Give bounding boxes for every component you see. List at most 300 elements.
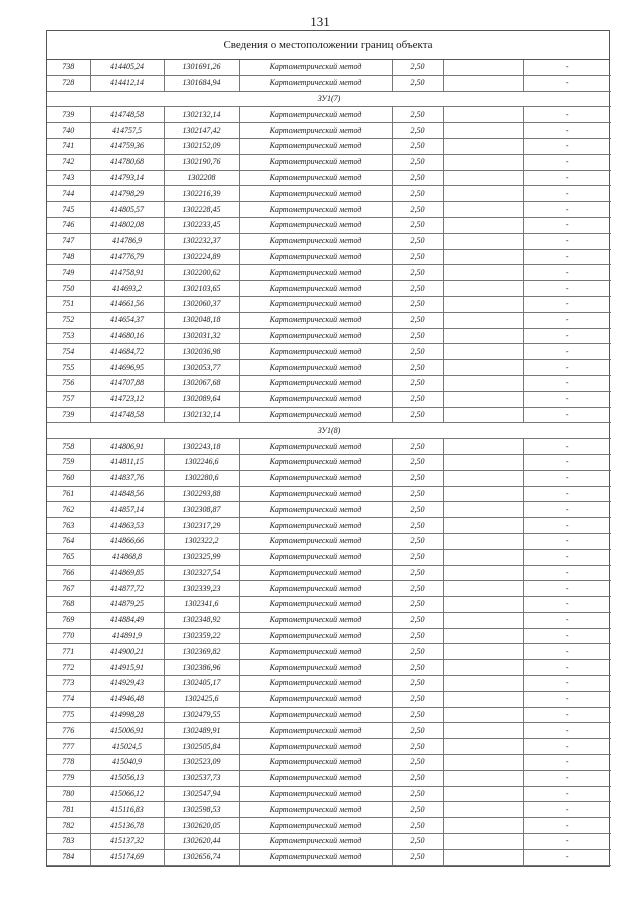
- x-coordinate-cell: 414929,43: [90, 676, 164, 692]
- method-cell: Картометрический метод: [239, 360, 392, 376]
- x-coordinate-cell: 414998,28: [90, 707, 164, 723]
- x-coordinate-cell: 414793,14: [90, 170, 164, 186]
- table-row: [47, 644, 611, 660]
- table-row: [47, 375, 611, 391]
- method-cell: Картометрический метод: [239, 439, 392, 455]
- y-coordinate-cell: 1302325,99: [164, 549, 239, 565]
- x-coordinate-cell: 414884,49: [90, 612, 164, 628]
- point-number-cell: 754: [47, 344, 90, 360]
- accuracy-cell: 2,50: [392, 676, 443, 692]
- table-row: [47, 581, 611, 597]
- x-coordinate-cell: 414405,24: [90, 60, 164, 75]
- accuracy-cell: 2,50: [392, 470, 443, 486]
- x-coordinate-cell: 415136,78: [90, 818, 164, 834]
- description-cell: [443, 502, 523, 518]
- note-cell: -: [523, 818, 611, 834]
- x-coordinate-cell: 414805,57: [90, 202, 164, 218]
- method-cell: Картометрический метод: [239, 249, 392, 265]
- x-coordinate-cell: 414806,91: [90, 439, 164, 455]
- point-number-cell: 750: [47, 281, 90, 297]
- point-number-cell: 748: [47, 249, 90, 265]
- point-number-cell: 743: [47, 170, 90, 186]
- method-cell: Картометрический метод: [239, 581, 392, 597]
- table-row: [47, 486, 611, 502]
- table-row: [47, 691, 611, 707]
- y-coordinate-cell: 1302341,6: [164, 597, 239, 613]
- x-coordinate-cell: 415024,5: [90, 739, 164, 755]
- table-row: [47, 60, 611, 75]
- point-number-cell: 752: [47, 312, 90, 328]
- point-number-cell: 766: [47, 565, 90, 581]
- x-coordinate-cell: 414780,68: [90, 154, 164, 170]
- accuracy-cell: 2,50: [392, 723, 443, 739]
- point-number-cell: 742: [47, 154, 90, 170]
- section-label: ЗУ1(7): [47, 91, 611, 107]
- note-cell: -: [523, 296, 611, 312]
- y-coordinate-cell: 1302293,88: [164, 486, 239, 502]
- description-cell: [443, 581, 523, 597]
- point-number-cell: 760: [47, 470, 90, 486]
- description-cell: [443, 202, 523, 218]
- accuracy-cell: 2,50: [392, 265, 443, 281]
- x-coordinate-cell: 414868,8: [90, 549, 164, 565]
- description-cell: [443, 281, 523, 297]
- y-coordinate-cell: 1302425,6: [164, 691, 239, 707]
- point-number-cell: 738: [47, 60, 90, 75]
- method-cell: Картометрический метод: [239, 454, 392, 470]
- note-cell: -: [523, 60, 611, 75]
- accuracy-cell: 2,50: [392, 533, 443, 549]
- method-cell: Картометрический метод: [239, 281, 392, 297]
- point-number-cell: 771: [47, 644, 90, 660]
- accuracy-cell: 2,50: [392, 628, 443, 644]
- method-cell: Картометрический метод: [239, 202, 392, 218]
- method-cell: Картометрический метод: [239, 802, 392, 818]
- accuracy-cell: 2,50: [392, 312, 443, 328]
- accuracy-cell: 2,50: [392, 407, 443, 423]
- point-number-cell: 772: [47, 660, 90, 676]
- x-coordinate-cell: 415116,83: [90, 802, 164, 818]
- accuracy-cell: 2,50: [392, 644, 443, 660]
- y-coordinate-cell: 1302547,94: [164, 786, 239, 802]
- note-cell: -: [523, 834, 611, 850]
- point-number-cell: 740: [47, 123, 90, 139]
- method-cell: Картометрический метод: [239, 328, 392, 344]
- point-number-cell: 749: [47, 265, 90, 281]
- note-cell: -: [523, 328, 611, 344]
- accuracy-cell: 2,50: [392, 344, 443, 360]
- method-cell: Картометрический метод: [239, 755, 392, 771]
- x-coordinate-cell: 414798,29: [90, 186, 164, 202]
- method-cell: Картометрический метод: [239, 296, 392, 312]
- method-cell: Картометрический метод: [239, 834, 392, 850]
- y-coordinate-cell: 1302523,09: [164, 755, 239, 771]
- note-cell: -: [523, 786, 611, 802]
- table-row: [47, 470, 611, 486]
- x-coordinate-cell: 414759,36: [90, 138, 164, 154]
- x-coordinate-cell: 414723,12: [90, 391, 164, 407]
- table-body: [47, 60, 611, 865]
- point-number-cell: 778: [47, 755, 90, 771]
- description-cell: [443, 849, 523, 865]
- description-cell: [443, 834, 523, 850]
- table-row: [47, 628, 611, 644]
- accuracy-cell: 2,50: [392, 739, 443, 755]
- point-number-cell: 747: [47, 233, 90, 249]
- note-cell: -: [523, 154, 611, 170]
- table-row: [47, 849, 611, 865]
- accuracy-cell: 2,50: [392, 170, 443, 186]
- x-coordinate-cell: 414877,72: [90, 581, 164, 597]
- y-coordinate-cell: 1302089,64: [164, 391, 239, 407]
- y-coordinate-cell: 1302048,18: [164, 312, 239, 328]
- point-number-cell: 783: [47, 834, 90, 850]
- description-cell: [443, 154, 523, 170]
- description-cell: [443, 549, 523, 565]
- y-coordinate-cell: 1302036,98: [164, 344, 239, 360]
- note-cell: -: [523, 249, 611, 265]
- note-cell: -: [523, 849, 611, 865]
- x-coordinate-cell: 414748,58: [90, 407, 164, 423]
- description-cell: [443, 660, 523, 676]
- x-coordinate-cell: 415006,91: [90, 723, 164, 739]
- method-cell: Картометрический метод: [239, 186, 392, 202]
- method-cell: Картометрический метод: [239, 391, 392, 407]
- note-cell: -: [523, 202, 611, 218]
- description-cell: [443, 470, 523, 486]
- point-number-cell: 773: [47, 676, 90, 692]
- method-cell: Картометрический метод: [239, 549, 392, 565]
- accuracy-cell: 2,50: [392, 375, 443, 391]
- note-cell: -: [523, 391, 611, 407]
- note-cell: -: [523, 612, 611, 628]
- point-number-cell: 758: [47, 439, 90, 455]
- x-coordinate-cell: 414680,16: [90, 328, 164, 344]
- point-number-cell: 739: [47, 107, 90, 123]
- table-row: [47, 391, 611, 407]
- x-coordinate-cell: 414869,85: [90, 565, 164, 581]
- accuracy-cell: 2,50: [392, 612, 443, 628]
- method-cell: Картометрический метод: [239, 818, 392, 834]
- note-cell: -: [523, 265, 611, 281]
- description-cell: [443, 107, 523, 123]
- table-row: [47, 312, 611, 328]
- method-cell: Картометрический метод: [239, 849, 392, 865]
- y-coordinate-cell: 1302537,73: [164, 770, 239, 786]
- note-cell: -: [523, 770, 611, 786]
- y-coordinate-cell: 1302280,6: [164, 470, 239, 486]
- method-cell: Картометрический метод: [239, 107, 392, 123]
- y-coordinate-cell: 1302505,84: [164, 739, 239, 755]
- note-cell: -: [523, 312, 611, 328]
- section-row: [47, 91, 611, 107]
- x-coordinate-cell: 414412,14: [90, 75, 164, 91]
- y-coordinate-cell: 1302208: [164, 170, 239, 186]
- description-cell: [443, 612, 523, 628]
- accuracy-cell: 2,50: [392, 154, 443, 170]
- y-coordinate-cell: 1302322,2: [164, 533, 239, 549]
- description-cell: [443, 565, 523, 581]
- y-coordinate-cell: 1302132,14: [164, 407, 239, 423]
- x-coordinate-cell: 414758,91: [90, 265, 164, 281]
- x-coordinate-cell: 414857,14: [90, 502, 164, 518]
- method-cell: Картометрический метод: [239, 265, 392, 281]
- point-number-cell: 777: [47, 739, 90, 755]
- table-row: [47, 186, 611, 202]
- accuracy-cell: 2,50: [392, 691, 443, 707]
- note-cell: -: [523, 644, 611, 660]
- description-cell: [443, 375, 523, 391]
- x-coordinate-cell: 414684,72: [90, 344, 164, 360]
- description-cell: [443, 407, 523, 423]
- method-cell: Картометрический метод: [239, 628, 392, 644]
- y-coordinate-cell: 1302228,45: [164, 202, 239, 218]
- y-coordinate-cell: 1302656,74: [164, 849, 239, 865]
- accuracy-cell: 2,50: [392, 328, 443, 344]
- accuracy-cell: 2,50: [392, 202, 443, 218]
- note-cell: -: [523, 439, 611, 455]
- note-cell: -: [523, 107, 611, 123]
- table-row: [47, 107, 611, 123]
- y-coordinate-cell: 1301691,26: [164, 60, 239, 75]
- accuracy-cell: 2,50: [392, 786, 443, 802]
- note-cell: -: [523, 802, 611, 818]
- point-number-cell: 775: [47, 707, 90, 723]
- note-cell: -: [523, 707, 611, 723]
- point-number-cell: 746: [47, 217, 90, 233]
- accuracy-cell: 2,50: [392, 770, 443, 786]
- table-row: [47, 565, 611, 581]
- method-cell: Картометрический метод: [239, 123, 392, 139]
- y-coordinate-cell: 1302479,55: [164, 707, 239, 723]
- method-cell: Картометрический метод: [239, 233, 392, 249]
- x-coordinate-cell: 414748,58: [90, 107, 164, 123]
- method-cell: Картометрический метод: [239, 375, 392, 391]
- x-coordinate-cell: 414696,95: [90, 360, 164, 376]
- accuracy-cell: 2,50: [392, 75, 443, 91]
- table-row: [47, 834, 611, 850]
- note-cell: -: [523, 518, 611, 534]
- description-cell: [443, 186, 523, 202]
- y-coordinate-cell: 1302620,05: [164, 818, 239, 834]
- y-coordinate-cell: 1302031,32: [164, 328, 239, 344]
- note-cell: -: [523, 723, 611, 739]
- coordinates-table: [47, 60, 611, 866]
- boundary-table: [46, 30, 610, 867]
- x-coordinate-cell: 414915,91: [90, 660, 164, 676]
- table-row: [47, 360, 611, 376]
- accuracy-cell: 2,50: [392, 818, 443, 834]
- description-cell: [443, 628, 523, 644]
- point-number-cell: 779: [47, 770, 90, 786]
- table-row: [47, 597, 611, 613]
- note-cell: -: [523, 581, 611, 597]
- x-coordinate-cell: 415174,69: [90, 849, 164, 865]
- accuracy-cell: 2,50: [392, 217, 443, 233]
- table-row: [47, 612, 611, 628]
- y-coordinate-cell: 1302339,23: [164, 581, 239, 597]
- table-title: Сведения о местоположении границ объекта: [47, 31, 609, 60]
- description-cell: [443, 233, 523, 249]
- accuracy-cell: 2,50: [392, 549, 443, 565]
- description-cell: [443, 818, 523, 834]
- x-coordinate-cell: 414866,66: [90, 533, 164, 549]
- note-cell: -: [523, 233, 611, 249]
- table-row: [47, 518, 611, 534]
- x-coordinate-cell: 415056,13: [90, 770, 164, 786]
- method-cell: Картометрический метод: [239, 154, 392, 170]
- note-cell: -: [523, 660, 611, 676]
- method-cell: Картометрический метод: [239, 470, 392, 486]
- description-cell: [443, 138, 523, 154]
- y-coordinate-cell: 1302317,29: [164, 518, 239, 534]
- note-cell: -: [523, 75, 611, 91]
- note-cell: -: [523, 739, 611, 755]
- method-cell: Картометрический метод: [239, 770, 392, 786]
- y-coordinate-cell: 1302152,09: [164, 138, 239, 154]
- table-row: [47, 723, 611, 739]
- description-cell: [443, 786, 523, 802]
- description-cell: [443, 75, 523, 91]
- table-row: [47, 707, 611, 723]
- y-coordinate-cell: 1302200,62: [164, 265, 239, 281]
- table-row: [47, 533, 611, 549]
- description-cell: [443, 439, 523, 455]
- x-coordinate-cell: 414900,21: [90, 644, 164, 660]
- y-coordinate-cell: 1302359,22: [164, 628, 239, 644]
- y-coordinate-cell: 1302233,45: [164, 217, 239, 233]
- method-cell: Картометрический метод: [239, 739, 392, 755]
- y-coordinate-cell: 1302147,42: [164, 123, 239, 139]
- y-coordinate-cell: 1302053,77: [164, 360, 239, 376]
- description-cell: [443, 723, 523, 739]
- table-row: [47, 202, 611, 218]
- method-cell: Картометрический метод: [239, 407, 392, 423]
- y-coordinate-cell: 1302598,53: [164, 802, 239, 818]
- table-row: [47, 502, 611, 518]
- table-row: [47, 75, 611, 91]
- note-cell: -: [523, 454, 611, 470]
- x-coordinate-cell: 415066,12: [90, 786, 164, 802]
- point-number-cell: 728: [47, 75, 90, 91]
- note-cell: -: [523, 565, 611, 581]
- method-cell: Картометрический метод: [239, 217, 392, 233]
- note-cell: -: [523, 755, 611, 771]
- note-cell: -: [523, 186, 611, 202]
- x-coordinate-cell: 414863,53: [90, 518, 164, 534]
- accuracy-cell: 2,50: [392, 391, 443, 407]
- x-coordinate-cell: 414654,37: [90, 312, 164, 328]
- note-cell: -: [523, 407, 611, 423]
- note-cell: -: [523, 138, 611, 154]
- point-number-cell: 762: [47, 502, 90, 518]
- description-cell: [443, 170, 523, 186]
- table-row: [47, 755, 611, 771]
- y-coordinate-cell: 1302369,82: [164, 644, 239, 660]
- method-cell: Картометрический метод: [239, 612, 392, 628]
- point-number-cell: 776: [47, 723, 90, 739]
- table-row: [47, 770, 611, 786]
- y-coordinate-cell: 1302327,54: [164, 565, 239, 581]
- description-cell: [443, 312, 523, 328]
- method-cell: Картометрический метод: [239, 502, 392, 518]
- y-coordinate-cell: 1302132,14: [164, 107, 239, 123]
- method-cell: Картометрический метод: [239, 312, 392, 328]
- point-number-cell: 761: [47, 486, 90, 502]
- note-cell: -: [523, 597, 611, 613]
- point-number-cell: 784: [47, 849, 90, 865]
- note-cell: -: [523, 123, 611, 139]
- description-cell: [443, 755, 523, 771]
- table-row: [47, 281, 611, 297]
- y-coordinate-cell: 1302489,91: [164, 723, 239, 739]
- x-coordinate-cell: 415137,32: [90, 834, 164, 850]
- method-cell: Картометрический метод: [239, 660, 392, 676]
- y-coordinate-cell: 1302067,68: [164, 375, 239, 391]
- table-row: [47, 138, 611, 154]
- accuracy-cell: 2,50: [392, 565, 443, 581]
- method-cell: Картометрический метод: [239, 60, 392, 75]
- accuracy-cell: 2,50: [392, 186, 443, 202]
- point-number-cell: 744: [47, 186, 90, 202]
- point-number-cell: 751: [47, 296, 90, 312]
- point-number-cell: 757: [47, 391, 90, 407]
- x-coordinate-cell: 414946,48: [90, 691, 164, 707]
- accuracy-cell: 2,50: [392, 123, 443, 139]
- y-coordinate-cell: 1302216,39: [164, 186, 239, 202]
- accuracy-cell: 2,50: [392, 518, 443, 534]
- table-row: [47, 786, 611, 802]
- section-row: [47, 423, 611, 439]
- x-coordinate-cell: 414879,25: [90, 597, 164, 613]
- table-row: [47, 296, 611, 312]
- x-coordinate-cell: 414776,79: [90, 249, 164, 265]
- note-cell: -: [523, 217, 611, 233]
- method-cell: Картометрический метод: [239, 533, 392, 549]
- point-number-cell: 769: [47, 612, 90, 628]
- accuracy-cell: 2,50: [392, 138, 443, 154]
- x-coordinate-cell: 414802,08: [90, 217, 164, 233]
- method-cell: Картометрический метод: [239, 644, 392, 660]
- description-cell: [443, 296, 523, 312]
- description-cell: [443, 597, 523, 613]
- description-cell: [443, 644, 523, 660]
- accuracy-cell: 2,50: [392, 802, 443, 818]
- description-cell: [443, 344, 523, 360]
- method-cell: Картометрический метод: [239, 691, 392, 707]
- note-cell: -: [523, 375, 611, 391]
- note-cell: -: [523, 470, 611, 486]
- table-row: [47, 739, 611, 755]
- description-cell: [443, 707, 523, 723]
- description-cell: [443, 391, 523, 407]
- x-coordinate-cell: 414891,9: [90, 628, 164, 644]
- y-coordinate-cell: 1302348,92: [164, 612, 239, 628]
- accuracy-cell: 2,50: [392, 60, 443, 75]
- x-coordinate-cell: 414661,56: [90, 296, 164, 312]
- y-coordinate-cell: 1302405,17: [164, 676, 239, 692]
- y-coordinate-cell: 1302232,37: [164, 233, 239, 249]
- x-coordinate-cell: 414707,88: [90, 375, 164, 391]
- description-cell: [443, 691, 523, 707]
- method-cell: Картометрический метод: [239, 707, 392, 723]
- table-row: [47, 439, 611, 455]
- page-number: 131: [310, 14, 330, 29]
- description-cell: [443, 328, 523, 344]
- table-row: [47, 818, 611, 834]
- note-cell: -: [523, 502, 611, 518]
- table-row: [47, 328, 611, 344]
